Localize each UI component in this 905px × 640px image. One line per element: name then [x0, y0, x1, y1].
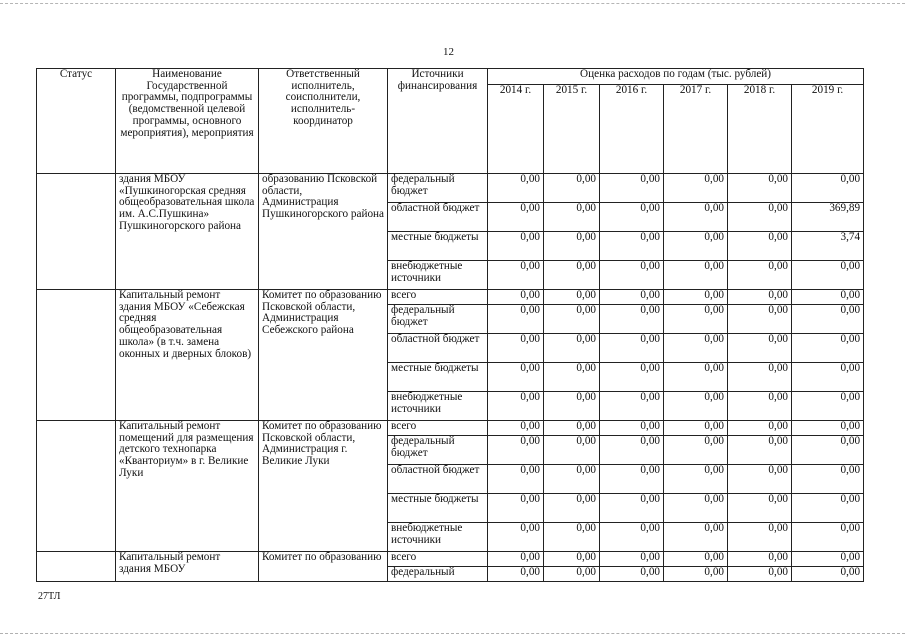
footer-code: 27ТЛ — [38, 591, 61, 602]
amount-cell: 0,00 — [600, 436, 664, 465]
amount-cell: 0,00 — [488, 421, 544, 436]
amount-cell: 0,00 — [488, 567, 544, 582]
funding-source: всего — [388, 421, 488, 436]
amount-cell: 3,74 — [792, 232, 864, 261]
responsible-line: Администрация г. Великие Луки — [262, 443, 348, 468]
responsible-cell — [259, 290, 388, 421]
status-cell — [37, 174, 116, 290]
amount-cell: 0,00 — [664, 232, 728, 261]
amount-cell: 0,00 — [544, 203, 600, 232]
responsible-line: Комитет по образованию Псковской области, — [262, 420, 382, 444]
measure-name: Капитальный ремонт помещений для размещения детского технопарка «Кванториум» в г. Великие Луки — [119, 420, 254, 479]
amount-cell: 0,00 — [544, 290, 600, 305]
status-cell — [37, 421, 116, 552]
amount-cell: 0,00 — [600, 334, 664, 363]
amount-cell: 0,00 — [544, 261, 600, 290]
funding-source: местные бюджеты — [388, 494, 488, 523]
amount-cell: 0,00 — [728, 203, 792, 232]
top-scan-edge — [0, 3, 905, 4]
funding-source: всего — [388, 552, 488, 567]
amount-cell: 0,00 — [488, 392, 544, 421]
responsible-cell — [259, 552, 388, 582]
status-cell — [37, 290, 116, 421]
header-year: 2015 г. — [544, 85, 600, 174]
amount-cell: 0,00 — [664, 290, 728, 305]
amount-cell: 0,00 — [544, 523, 600, 552]
amount-cell: 0,00 — [600, 363, 664, 392]
amount-cell: 0,00 — [488, 334, 544, 363]
amount-cell: 0,00 — [600, 421, 664, 436]
header-year: 2018 г. — [728, 85, 792, 174]
amount-cell: 0,00 — [792, 305, 864, 334]
amount-cell: 0,00 — [728, 494, 792, 523]
amount-cell: 0,00 — [664, 363, 728, 392]
measure-name: Капитальный ремонт здания МБОУ «Себежская средняя общеобразовательная школа» (в т.ч. замена оконных и дверных блоков) — [119, 289, 252, 360]
amount-cell: 0,00 — [664, 392, 728, 421]
measure-name: здания МБОУ «Пушкиногорская средняя общеобразовательная школа им. А.С.Пушкина» Пушкиногорского района — [119, 173, 255, 232]
amount-cell: 0,00 — [792, 465, 864, 494]
amount-cell: 0,00 — [728, 523, 792, 552]
amount-cell: 0,00 — [792, 552, 864, 567]
amount-cell: 0,00 — [488, 290, 544, 305]
amount-cell: 0,00 — [664, 567, 728, 582]
amount-cell: 0,00 — [600, 567, 664, 582]
amount-cell: 0,00 — [664, 421, 728, 436]
amount-cell: 0,00 — [544, 552, 600, 567]
amount-cell: 0,00 — [544, 305, 600, 334]
header-year: 2017 г. — [664, 85, 728, 174]
measure-name-cell — [116, 290, 259, 421]
amount-cell: 0,00 — [792, 363, 864, 392]
amount-cell: 0,00 — [728, 465, 792, 494]
amount-cell: 0,00 — [544, 334, 600, 363]
funding-source: федеральный бюджет — [388, 305, 488, 334]
bottom-scan-edge — [0, 633, 905, 634]
funding-source: местные бюджеты — [388, 232, 488, 261]
amount-cell: 0,00 — [664, 305, 728, 334]
amount-cell: 0,00 — [664, 261, 728, 290]
measure-name: Капитальный ремонт здания МБОУ — [119, 551, 221, 575]
amount-cell: 0,00 — [792, 392, 864, 421]
amount-cell: 0,00 — [664, 436, 728, 465]
amount-cell: 0,00 — [600, 465, 664, 494]
responsible-line: Администрация Пушкиногорского района — [262, 196, 385, 221]
header-status: Статус — [37, 69, 116, 174]
measure-name-cell — [116, 421, 259, 552]
header-estimate: Оценка расходов по годам (тыс. рублей) — [488, 69, 864, 85]
amount-cell: 0,00 — [664, 552, 728, 567]
amount-cell: 0,00 — [600, 261, 664, 290]
header-sources: Источники финансирования — [388, 69, 488, 174]
amount-cell: 0,00 — [600, 232, 664, 261]
amount-cell: 0,00 — [792, 436, 864, 465]
amount-cell: 0,00 — [600, 494, 664, 523]
amount-cell: 0,00 — [664, 334, 728, 363]
amount-cell: 0,00 — [544, 392, 600, 421]
amount-cell: 0,00 — [728, 290, 792, 305]
header-name: Наименование Государственной программы, подпрограммы (ведомственной целевой программы, основного мероприятия), мероприятия — [116, 69, 259, 174]
amount-cell: 0,00 — [488, 363, 544, 392]
amount-cell: 0,00 — [664, 523, 728, 552]
amount-cell: 0,00 — [792, 421, 864, 436]
amount-cell: 0,00 — [544, 567, 600, 582]
amount-cell: 0,00 — [728, 421, 792, 436]
amount-cell: 0,00 — [792, 567, 864, 582]
header-year: 2019 г. — [792, 85, 864, 174]
amount-cell: 0,00 — [488, 232, 544, 261]
amount-cell: 0,00 — [728, 552, 792, 567]
amount-cell: 0,00 — [544, 421, 600, 436]
measure-name-cell — [116, 552, 259, 582]
funding-source: федеральный бюджет — [388, 174, 488, 203]
amount-cell: 0,00 — [544, 232, 600, 261]
funding-source: областной бюджет — [388, 334, 488, 363]
header-year: 2016 г. — [600, 85, 664, 174]
table-row — [37, 174, 864, 203]
funding-source: местные бюджеты — [388, 363, 488, 392]
measure-name-cell — [116, 174, 259, 290]
amount-cell: 0,00 — [728, 174, 792, 203]
amount-cell: 0,00 — [600, 290, 664, 305]
header-year: 2014 г. — [488, 85, 544, 174]
amount-cell: 0,00 — [664, 494, 728, 523]
table-body — [37, 174, 864, 582]
funding-source: внебюджетные источники — [388, 261, 488, 290]
header-responsible: Ответственный исполнитель, соисполнители, исполнитель-координатор — [259, 69, 388, 174]
amount-cell: 0,00 — [728, 232, 792, 261]
amount-cell: 0,00 — [728, 567, 792, 582]
responsible-line: образованию Псковской области, — [262, 173, 378, 197]
funding-source: внебюджетные источники — [388, 523, 488, 552]
amount-cell: 0,00 — [488, 523, 544, 552]
amount-cell: 0,00 — [544, 436, 600, 465]
amount-cell: 0,00 — [488, 494, 544, 523]
amount-cell: 0,00 — [544, 494, 600, 523]
amount-cell: 0,00 — [728, 261, 792, 290]
responsible-line: Комитет по образованию — [262, 551, 382, 563]
amount-cell: 0,00 — [544, 363, 600, 392]
amount-cell: 0,00 — [544, 465, 600, 494]
amount-cell: 0,00 — [728, 305, 792, 334]
amount-cell: 0,00 — [664, 174, 728, 203]
amount-cell: 0,00 — [792, 290, 864, 305]
status-cell — [37, 552, 116, 582]
table-row — [37, 552, 864, 567]
amount-cell: 0,00 — [792, 334, 864, 363]
amount-cell: 0,00 — [600, 305, 664, 334]
responsible-cell — [259, 174, 388, 290]
amount-cell: 0,00 — [600, 552, 664, 567]
amount-cell: 0,00 — [488, 305, 544, 334]
amount-cell: 0,00 — [792, 174, 864, 203]
amount-cell: 0,00 — [488, 174, 544, 203]
amount-cell: 0,00 — [488, 552, 544, 567]
funding-source: всего — [388, 290, 488, 305]
amount-cell: 0,00 — [488, 465, 544, 494]
expenditure-table — [36, 68, 864, 582]
amount-cell: 0,00 — [544, 174, 600, 203]
amount-cell: 0,00 — [600, 392, 664, 421]
funding-source: федеральный — [388, 567, 488, 582]
amount-cell: 0,00 — [600, 523, 664, 552]
amount-cell: 0,00 — [728, 436, 792, 465]
page-number: 12 — [443, 46, 454, 58]
amount-cell: 0,00 — [664, 203, 728, 232]
funding-source: областной бюджет — [388, 203, 488, 232]
amount-cell: 0,00 — [600, 203, 664, 232]
amount-cell: 0,00 — [488, 203, 544, 232]
table-row — [37, 290, 864, 305]
amount-cell: 0,00 — [664, 465, 728, 494]
amount-cell: 0,00 — [600, 174, 664, 203]
funding-source: внебюджетные источники — [388, 392, 488, 421]
amount-cell: 0,00 — [792, 523, 864, 552]
amount-cell: 0,00 — [728, 392, 792, 421]
amount-cell: 369,89 — [792, 203, 864, 232]
amount-cell: 0,00 — [488, 261, 544, 290]
responsible-line: Администрация Себежского района — [262, 312, 354, 337]
table-row — [37, 421, 864, 436]
responsible-line: Комитет по образованию Псковской области, — [262, 289, 382, 313]
funding-source: федеральный бюджет — [388, 436, 488, 465]
amount-cell: 0,00 — [728, 363, 792, 392]
amount-cell: 0,00 — [488, 436, 544, 465]
responsible-cell — [259, 421, 388, 552]
amount-cell: 0,00 — [792, 494, 864, 523]
amount-cell: 0,00 — [728, 334, 792, 363]
amount-cell: 0,00 — [792, 261, 864, 290]
funding-source: областной бюджет — [388, 465, 488, 494]
